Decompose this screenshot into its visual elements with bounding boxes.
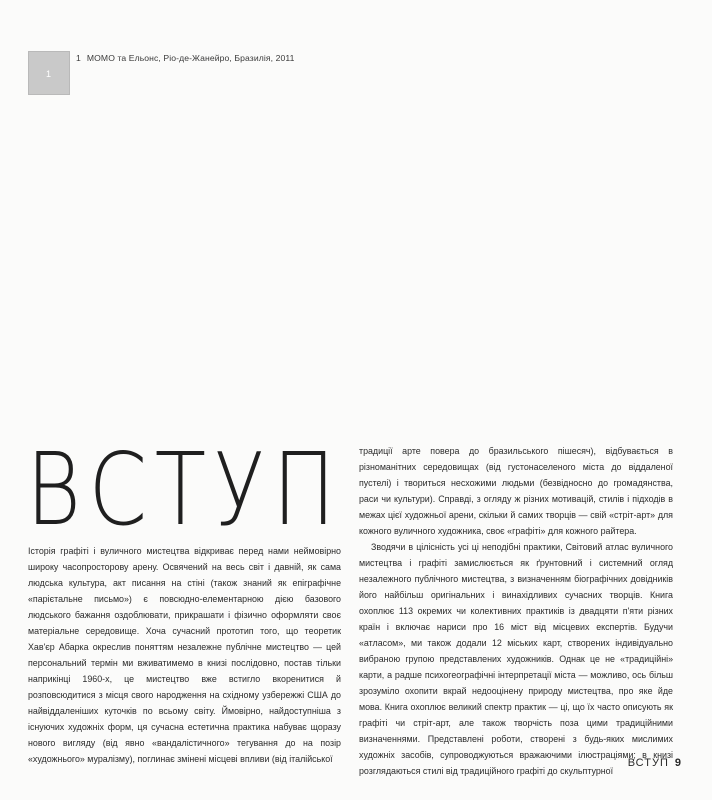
body-paragraph-continued: традиції арте повера до бразильського пішесяч), відбувається в різноманітних середовищах (від густонаселеного міста до віддаленої пустелі) і твориться несхожими людьми (безвідносно до громадянства, раси чи культури). Справді, з огляду ж різних мотивацій, стилів і підходів в межах цієї художньої арени, скільки й самих творців — свій «стріт-арт» для кожного вуличного художника, своє «графіті» для кожного райтера.: [359, 446, 673, 536]
body-paragraph: Історія графіті і вуличного мистецтва відкриває перед нами неймовірно широку часопросторову арену. Освячений на весь світ і давній, як сама людська культура, акт писання на стіні (також знаний як епіграфічне «парієтальне письмо») є повсюдно-елементарною дією базового людського бажання оздоблювати, прикрашати і фізично оформляти своє матеріальне середовище. Хоча сучасний прототип того, що теоретик Хав'єр Абарка окреслив поняттям незалежне публічне мистецтво — цей персональний термін ми вживатимемо в книзі послідовно, постав тільки наприкінці 1960-х, це мистецтво вже встигло вкоренитися й розповсюдитися з місця свого народження на східному узбережжі США до найвіддаленіших куточків по всьому світу. Ймовірно, найдоступніша з існуючих художніх форм, ця сучасна естетична практика набуває щоразу нового вигляду (від явно «вандалістичного» тегування до на позір «художнього» муралізму), поглинає змінені місцеві впливи (від італійської: [28, 546, 341, 764]
body-paragraph: Зводячи в цілісність усі ці неподібні практики, Світовий атлас вуличного мистецтва і графіті замислюється як ґрунтовний і системний огляд незалежного публічного мистецтва, з визначенням біографічних довідників його найбільш оригінальних і винахідливих сучасних творців. Книга охоплює 113 окремих чи колективних практиків із двадцяти п'яти різних країн і включає нариси про 16 міст від місцевих експертів. Будучи «атласом», ми також додали 12 міських карт, створених індивідуально вибраною групою представлених художників. Однак це не «традиційні» карти, а радше психогеографічні інтерпретації міста — можливо, ось більш зрозуміло охопити вкрай недооцінену природу мистецтва, про яке йде мова. Книга охоплює великий спектр практик — ці, що їх часто описують як графіті чи стріт-арт, але також творчість поза цими традиційними визначеннями. Представлені роботи, створені з будь-яких мислимих художніх засобів, супроводжуються вражаючими ілюстраціями; в книзі розглядаються стилі від традиційного графіті до скульптурної: [359, 542, 673, 776]
footer-section-title: ВСТУП: [627, 757, 669, 769]
figure-caption: [76, 53, 294, 63]
thumbnail-number: 1: [46, 69, 52, 79]
page-footer: [628, 757, 682, 769]
caption-number: 1: [76, 53, 81, 63]
page-number: 9: [674, 757, 682, 769]
figure-number-thumbnail: [28, 51, 70, 95]
caption-text: MOMO та Ельонс, Ріо-де-Жанейро, Бразилія, 2011: [86, 53, 295, 63]
chapter-title: ВСТУП: [26, 431, 344, 548]
body-column-right: [359, 443, 673, 779]
body-column-left: [28, 543, 341, 767]
